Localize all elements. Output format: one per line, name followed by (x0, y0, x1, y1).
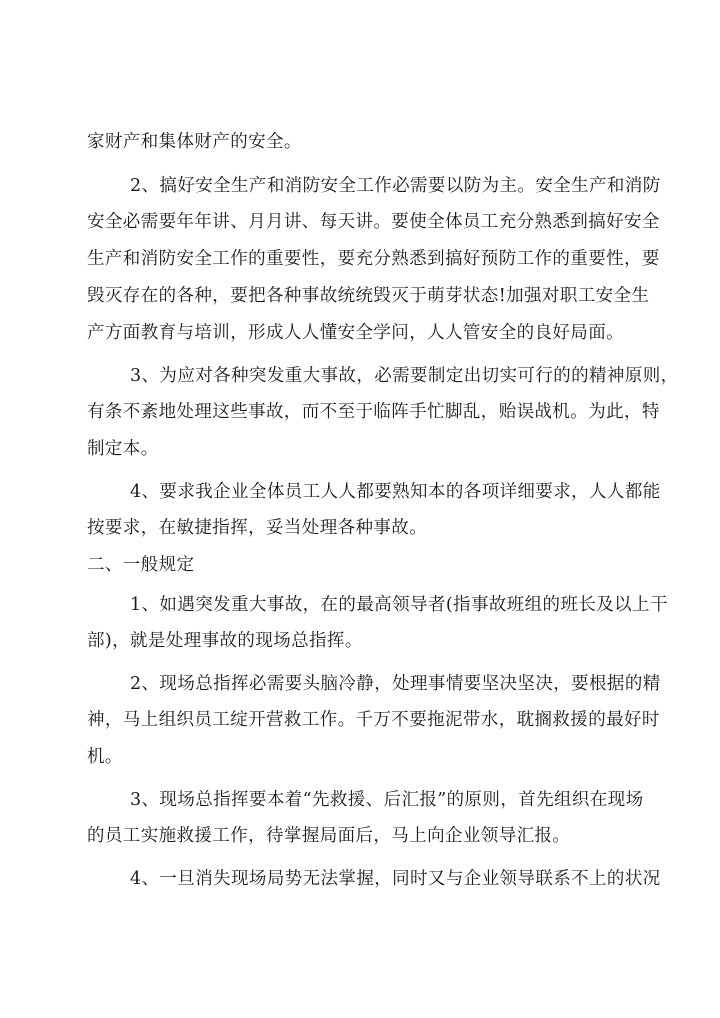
text-line: 神，马上组织员工绽开营救工作。千万不要拖泥带水，耽搁救援的最好时 (87, 710, 660, 730)
text-line: 3、为应对各种突发重大事故，必需要制定出切实可行的的精神原则， (130, 366, 679, 386)
text-line: 家财产和集体财产的安全。 (87, 132, 302, 152)
text-line: 有条不紊地处理这些事故，而不至于临阵手忙脚乱，贻误战机。为此，特 (87, 402, 660, 422)
text-line: 按要求，在敏捷指挥，妥当处理各种事故。 (87, 518, 428, 538)
text-line: 的员工实施救援工作，待掌握局面后，马上向企业领导汇报。 (87, 826, 571, 846)
text-line: 部)，就是处理事故的现场总指挥。 (87, 631, 363, 651)
text-line: 2、搞好安全生产和消防安全工作必需要以防为主。安全生产和消防 (130, 176, 661, 196)
text-line: 产方面教育与培训，形成人人懂安全学问，人人管安全的良好局面。 (87, 323, 624, 343)
text-line: 生产和消防安全工作的重要性，要充分熟悉到搞好预防工作的重要性，要 (87, 249, 660, 269)
text-line: 制定本。 (87, 439, 159, 459)
text-line: 机。 (87, 747, 123, 767)
text-line: 4、要求我企业全体员工人人都要熟知本的各项详细要求，人人都能 (130, 482, 661, 502)
text-line: 2、现场总指挥必需要头脑冷静，处理事情要坚决坚决，要根据的精 (130, 674, 661, 694)
text-line: 3、现场总指挥要本着“先救援、后汇报”的原则，首先组织在现场 (130, 790, 644, 810)
section-heading: 二、一般规定 (87, 555, 195, 575)
text-line: 4、一旦消失现场局势无法掌握，同时又与企业领导联系不上的状况 (130, 869, 661, 889)
text-line: 安全必需要年年讲、月月讲、每天讲。要使全体员工充分熟悉到搞好安全 (87, 212, 660, 232)
text-line: 毁灭存在的各种，要把各种事故统统毁灭于萌芽状态!加强对职工安全生 (87, 286, 650, 306)
text-line: 1、如遇突发重大事故，在的最高领导者(指事故班组的班长及以上干 (130, 595, 668, 615)
